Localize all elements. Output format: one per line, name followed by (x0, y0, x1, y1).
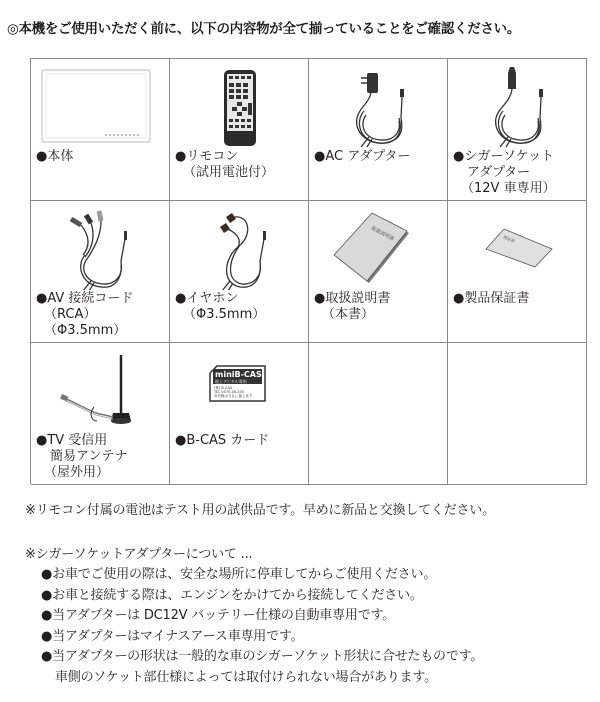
cigar-adapter-heading: ※シガーソケットアダプターについて ... (25, 547, 253, 562)
cigar-socket-adapter-icon (448, 63, 587, 148)
item-label: ●リモコン （試用電池付） (175, 149, 275, 180)
warranty-card-icon (448, 205, 587, 290)
item-ac-adapter (309, 59, 448, 201)
item-remote (170, 59, 309, 201)
svg-text:地上デジタル専用: 地上デジタル専用 (215, 379, 247, 384)
item-av-cable (31, 201, 170, 343)
caution-item: ●当アダプターは DC12V バッテリー仕様の自動車専用です。 (41, 608, 396, 623)
svg-text:TEL 0570-00-250: TEL 0570-00-250 (214, 390, 244, 394)
svg-text:保証書: 保証書 (502, 234, 516, 244)
monitor-icon (31, 63, 170, 148)
item-bcas-card (170, 343, 309, 485)
svg-text:所有権は当社に属します: 所有権は当社に属します (214, 394, 253, 398)
item-earphone (170, 201, 309, 343)
item-label: ●取扱説明書 （本書） (314, 291, 391, 322)
item-label: ●製品保証書 (453, 291, 530, 306)
antenna-icon (31, 347, 170, 432)
item-label: ●AV 接続コード （RCA） （Φ3.5mm） (36, 291, 134, 338)
item-label: ●シガーソケット アダプター （12V 車専用） (453, 149, 556, 196)
svg-text:取扱説明書: 取扱説明書 (370, 225, 395, 243)
item-antenna (31, 343, 170, 485)
manual-icon (309, 205, 448, 290)
caution-item-continuation: 車側のソケット部仕様によっては取付けられない場合があります。 (55, 669, 437, 685)
item-main-unit (31, 59, 170, 201)
item-warranty (448, 201, 587, 343)
item-label: ●B-CAS カード (175, 433, 270, 448)
empty-cell (309, 343, 448, 485)
item-cigar-adapter (448, 59, 587, 201)
item-label: ●TV 受信用 簡易アンテナ （屋外用） (36, 433, 128, 480)
battery-note: ※リモコン付属の電池はテスト用の試供品です。早めに新品と交換してください。 (25, 503, 495, 518)
av-cable-icon (31, 205, 170, 290)
svg-text:miniB-CAS: miniB-CAS (215, 370, 262, 379)
remote-control-icon (170, 63, 309, 148)
caution-item: ●当アダプターはマイナスアース車専用です。 (41, 628, 304, 644)
page-title: ◎本機をご使用いただく前に、以下の内容物が全て揃っていることをご確認ください。 (7, 21, 521, 37)
item-label: ●イヤホン （Φ3.5mm） (175, 291, 266, 322)
item-manual (309, 201, 448, 343)
caution-item: ●当アダプターの形状は一般的な車のシガーソケット形状に合せたものです。 (41, 649, 484, 664)
earphone-icon (170, 205, 309, 290)
cigar-adapter-cautions (41, 565, 483, 688)
package-contents-grid (30, 58, 587, 484)
empty-cell (448, 343, 587, 485)
item-label: ●本体 (36, 149, 74, 164)
svg-text:(株) B-CAS: (株) B-CAS (214, 386, 233, 390)
caution-item: ●お車でご使用の際は、安全な場所に停車してからご使用ください。 (41, 567, 437, 582)
item-label: ●AC アダプター (314, 149, 411, 164)
bcas-card-icon (170, 347, 309, 432)
ac-adapter-icon (309, 63, 448, 148)
caution-item: ●お車と接続する際は、エンジンをかけてから接続してください。 (41, 587, 423, 603)
